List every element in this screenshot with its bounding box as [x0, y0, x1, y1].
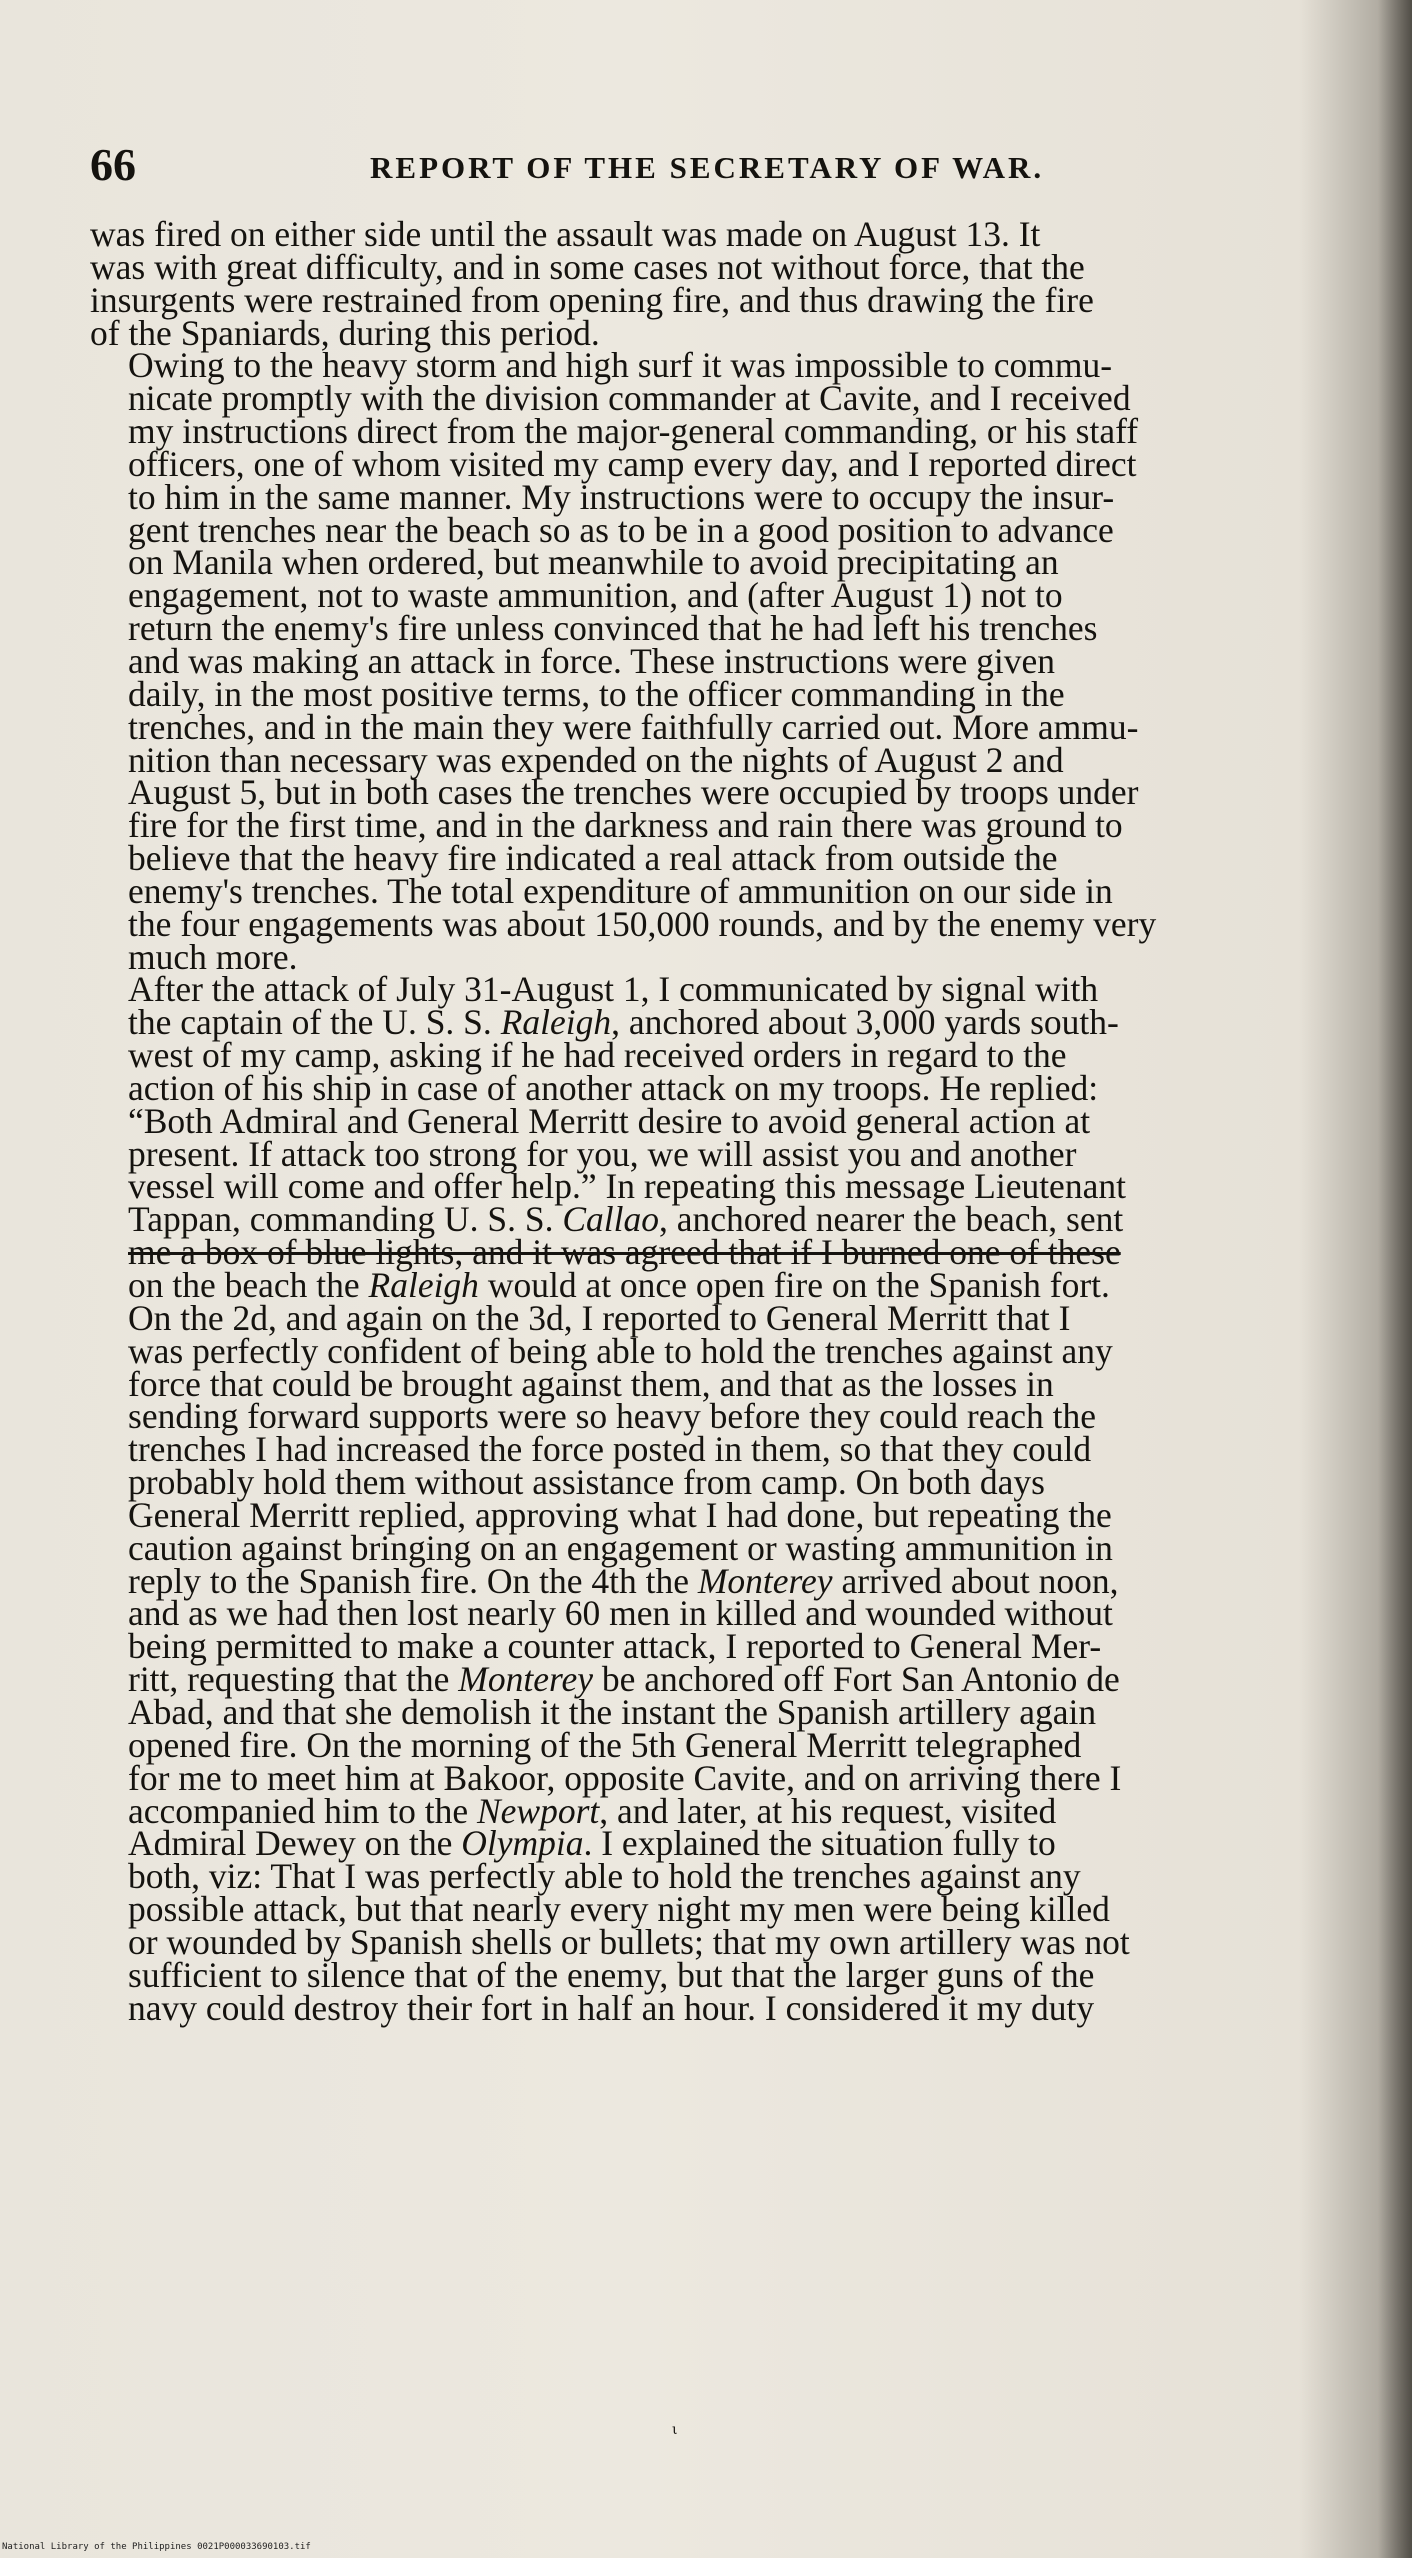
ship-name: Raleigh — [368, 1265, 479, 1305]
text-line: and as we had then lost nearly 60 men in killed and wounded without — [128, 1593, 1113, 1634]
text-line: sufficient to silence that of the enemy, but that the larger guns of the — [128, 1954, 1095, 1995]
ship-name: Monterey — [458, 1659, 593, 1700]
text-line: caution against bringing on an engagement or wasting ammunition in — [128, 1527, 1113, 1568]
text-line: west of my camp, asking if he had received orders in regard to the — [128, 1035, 1067, 1076]
ship-name: Callao — [562, 1199, 659, 1240]
text-line: on Manila when ordered, but meanwhile to avoid precipitating an — [128, 542, 1059, 583]
text-line: enemy's trenches. The total expenditure of ammunition on our side in — [128, 870, 1113, 911]
page-number: 66 — [90, 139, 136, 190]
text-line: the captain of the U. S. S. Raleigh, anchored about 3,000 yards south- — [128, 1002, 1119, 1043]
text-line: Owing to the heavy storm and high surf it was impossible to commu- — [128, 345, 1113, 386]
text-line: on the beach the Raleigh would at once open fire on the Spanish fort. — [128, 1265, 1110, 1305]
text-line: was fired on either side until the assault was made on August 13. It — [90, 214, 1041, 254]
text-line: was with great difficulty, and in some cases not without force, that the — [90, 246, 1085, 287]
paragraph — [90, 1297, 1362, 2028]
text-line: opened fire. On the morning of the 5th General Merritt telegraphed — [128, 1724, 1082, 1765]
text-line: Tappan, commanding U. S. S. Callao, anchored nearer the beach, sent — [128, 1199, 1124, 1240]
text-line: daily, in the most positive terms, to the officer commanding in the — [128, 673, 1065, 714]
text-line: navy could destroy their fort in half an hour. I considered it my duty — [128, 1987, 1095, 2028]
text-line: Admiral Dewey on the Olympia. I explained the situation fully to — [128, 1823, 1056, 1864]
scan-edge-shadow — [1378, 0, 1412, 2558]
text-line: believe that the heavy fire indicated a real attack from outside the — [128, 838, 1058, 879]
text-line: me a box of blue lights, and it was agreed that if I burned one of these — [128, 1232, 1121, 1273]
text-line: officers, one of whom visited my camp every day, and I reported direct — [128, 443, 1137, 484]
paragraph — [90, 969, 1362, 1305]
footer-text: National Library of the Philippines 0021P000033690103.tif — [2, 2542, 311, 2552]
ship-name: Newport — [476, 1790, 600, 1831]
text-line: August 5, but in both cases the trenches were occupied by troops under — [128, 772, 1139, 813]
text-line: possible attack, but that nearly every night my men were being killed — [128, 1889, 1110, 1930]
text-line: nition than necessary was expended on the nights of August 2 and — [128, 739, 1064, 780]
body-text — [90, 214, 1362, 2028]
scan-footer — [0, 2536, 1412, 2558]
ship-name: Olympia — [461, 1823, 584, 1864]
text-line: the four engagements was about 150,000 rounds, and by the enemy very — [128, 903, 1157, 944]
text-line: action of his ship in case of another attack on my troops. He replied: — [128, 1067, 1099, 1108]
text-line: After the attack of July 31-August 1, I communicated by signal with — [128, 969, 1099, 1010]
page-header — [90, 138, 1330, 198]
text-line: nicate promptly with the division commander at Cavite, and I received — [128, 378, 1131, 419]
text-line: for me to meet him at Bakoor, opposite Cavite, and on arriving there I — [128, 1757, 1122, 1798]
text-line: being permitted to make a counter attack, I reported to General Mer- — [128, 1626, 1102, 1667]
ship-name: Raleigh — [500, 1002, 612, 1043]
text-line: sending forward supports were so heavy before they could reach the — [128, 1396, 1097, 1437]
text-line: both, viz: That I was perfectly able to hold the trenches against any — [128, 1856, 1081, 1897]
text-line: of the Spaniards, during this period. — [90, 312, 600, 353]
text-line: fire for the first time, and in the darkness and rain there was ground to — [128, 805, 1123, 846]
text-line: trenches, and in the main they were faithfully carried out. More ammu- — [128, 706, 1139, 747]
text-line: probably hold them without assistance from camp. On both days — [128, 1462, 1045, 1503]
text-line: was perfectly confident of being able to hold the trenches against any — [128, 1330, 1113, 1371]
text-line: and was making an attack in force. These instructions were given — [128, 640, 1055, 681]
text-line: ritt, requesting that the Monterey be anchored off Fort San Antonio de — [128, 1659, 1120, 1700]
paragraph — [90, 345, 1362, 977]
text-line: On the 2d, and again on the 3d, I reported to General Merritt that I — [128, 1297, 1071, 1338]
text-line: “Both Admiral and General Merritt desire to avoid general action at — [128, 1100, 1091, 1141]
text-line: insurgents were restrained from opening fire, and thus drawing the fire — [90, 279, 1094, 320]
text-line: present. If attack too strong for you, we will assist you and another — [128, 1133, 1077, 1174]
text-line: gent trenches near the beach so as to be in a good position to advance — [128, 509, 1114, 550]
text-line: force that could be brought against them, and that as the losses in — [128, 1363, 1054, 1404]
ship-name: Monterey — [697, 1560, 833, 1601]
text-line: vessel will come and offer help.” In repeating this message Lieutenant — [128, 1166, 1126, 1207]
text-line: accompanied him to the Newport, and later, at his request, visited — [128, 1790, 1057, 1831]
text-line: my instructions direct from the major-general commanding, or his staff — [128, 411, 1139, 452]
text-line: or wounded by Spanish shells or bullets; that my own artillery was not — [128, 1921, 1130, 1962]
paragraph — [90, 214, 1362, 353]
text-line: engagement, not to waste ammunition, and (after August 1) not to — [128, 575, 1063, 616]
text-line: to him in the same manner. My instructions were to occupy the insur- — [128, 476, 1115, 517]
text-line: return the enemy's fire unless convinced that he had left his trenches — [128, 608, 1098, 649]
text-line: Abad, and that she demolish it the instant the Spanish artillery again — [128, 1691, 1097, 1732]
running-head: REPORT OF THE SECRETARY OF WAR. — [370, 150, 1045, 185]
text-line: much more. — [128, 936, 298, 977]
text-line: General Merritt replied, approving what I had done, but repeating the — [128, 1494, 1112, 1535]
text-line: reply to the Spanish fire. On the 4th the Monterey arrived about noon, — [128, 1560, 1119, 1601]
stray-mark: ι — [672, 2422, 678, 2438]
text-line: trenches I had increased the force posted in them, so that they could — [128, 1429, 1092, 1470]
